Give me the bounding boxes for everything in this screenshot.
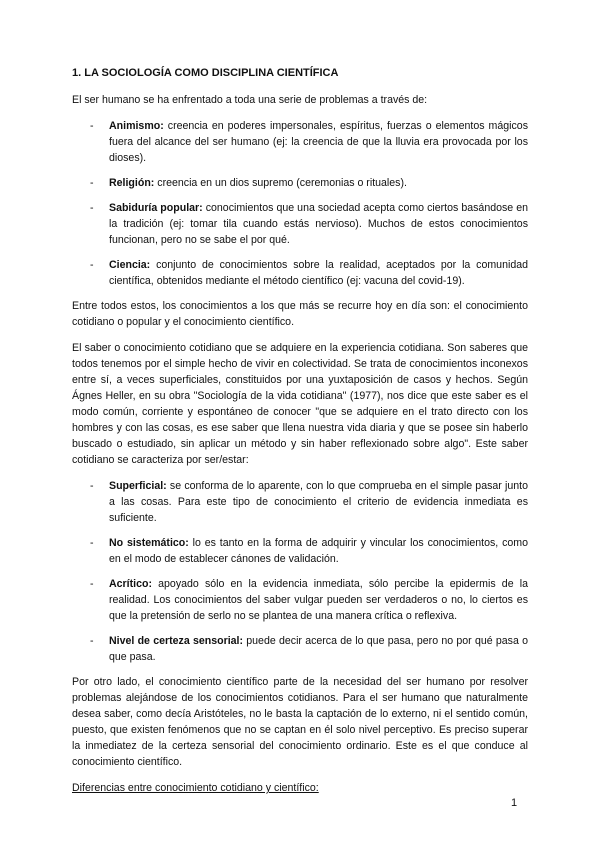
list-item [72,535,528,567]
item-term: Ciencia: [109,259,151,271]
item-text: creencia en poderes impersonales, espíritus, fuerzas o elementos mágicos fuera del alcance del ser humano (ej: la creencia de que la lluvia era provocada por los dioses). [109,120,528,164]
bullet-dash: - [90,480,94,492]
differences-subtitle: Diferencias entre conocimiento cotidiano y científico: [72,782,319,794]
item-term: Religión: [109,177,155,189]
item-text: puede decir acerca de lo que pasa, pero no por qué pasa o que pasa. [109,635,529,663]
page-number: 1 [511,797,518,809]
bullet-dash: - [90,578,94,590]
item-text: conocimientos que una sociedad acepta como ciertos basándose en la tradición (ej: tomar tila cuando estás nervioso). Muchos de estos conocimientos funcionan, pero no se sabe el por qué. [109,202,528,246]
item-term: No sistemático: [109,537,189,549]
item-text: apoyado sólo en la evidencia inmediata, sólo percibe la epidermis de la realidad. Los conocimientos del saber vulgar pueden ser verdaderos o no, lo ciertos es que la pretensión de serlo no se plantea de una manera crítica o reflexiva. [109,578,528,622]
bullet-dash: - [90,635,94,647]
list-item [72,576,528,624]
knowledge-paragraph: Entre todos estos, los conocimientos a los que más se recurre hoy en día son: el conocimiento cotidiano o popular y el conocimiento científico. [72,300,528,328]
list-item [72,200,528,248]
bullet-dash: - [90,120,94,132]
item-term: Sabiduría popular: [109,202,203,214]
problems-list [72,118,528,289]
everyday-knowledge-paragraph: El saber o conocimiento cotidiano que se adquiere en la experiencia cotidiana. Son saberes que todos tenemos por el simple hecho de vivir en colectividad. Se trata de conocimientos inconexos entre sí, a veces superficiales, constituidos por una yuxtaposición de casos y hechos. Según Ágnes Heller, en su obra "Sociología de la vida cotidiana" (1977), nos dice que este saber es el modo común, corriente y espontáneo de conocer "que se adquiere en el trato directo con los hombres y con las cosas, es ese saber que llena nuestra vida diaria y que se posee sin haberlo buscado o estudiado, sin aplicar un método y sin haber reflexionado sobre algo". Este saber cotidiano se caracteriza por ser/estar: [72,342,528,466]
item-term: Animismo: [109,120,164,132]
list-item [72,478,528,526]
item-text: lo es tanto en la forma de adquirir y vincular los conocimientos, como en el modo de establecer cánones de validación. [109,537,528,565]
item-text: conjunto de conocimientos sobre la realidad, aceptados por la comunidad científica, obtenidos mediante el método científico (ej: vacuna del covid-19). [109,259,528,287]
document-page [72,66,528,796]
intro-paragraph: El ser humano se ha enfrentado a toda una serie de problemas a través de: [72,94,428,106]
list-item [72,257,528,289]
bullet-dash: - [90,259,94,271]
bullet-dash: - [90,537,94,549]
traits-list [72,478,528,665]
bullet-dash: - [90,177,94,189]
section-heading: 1. LA SOCIOLOGÍA COMO DISCIPLINA CIENTÍFICA [72,67,339,79]
item-term: Acrítico: [109,578,152,590]
bullet-dash: - [90,202,94,214]
list-item [72,118,528,166]
item-text: se conforma de lo aparente, con lo que comprueba en el simple pasar junto a las cosas. Para este tipo de conocimiento el criterio de evidencia inmediata es suficiente. [109,480,528,524]
item-term: Nivel de certeza sensorial: [109,635,244,647]
item-text: creencia en un dios supremo (ceremonias o rituales). [154,177,407,189]
list-item [72,633,528,665]
list-item [72,175,528,191]
scientific-knowledge-paragraph: Por otro lado, el conocimiento científico parte de la necesidad del ser humano por resolver problemas alejándose de los conocimientos cotidianos. Para el ser humano que naturalmente desea saber, como decía Aristóteles, no le basta la captación de lo externo, ni el sentido común, puesto, que existen fenómenos que no se captan en él solo nivel perceptivo. Es preciso superar la inmediatez de la certeza sensorial del conocimiento ordinario. Este es el que conduce al conocimiento científico. [72,676,528,768]
item-term: Superficial: [109,480,167,492]
